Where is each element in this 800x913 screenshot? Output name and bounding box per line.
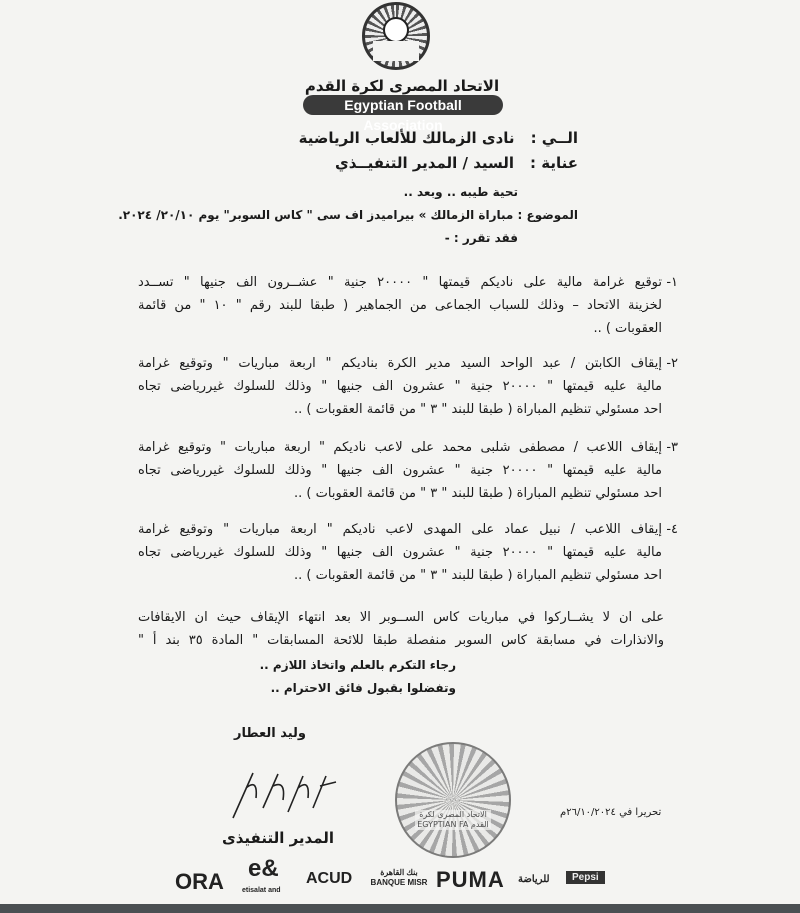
item-line: توقيع غرامة مالية على ناديكم قيمتها " ٢٠٠٠٠ جنية " عشــرون الف جنيها " تســدد (138, 275, 663, 290)
org-name-ar: الاتحاد المصرى لكرة القدم (304, 77, 500, 95)
item-line: إيقاف اللاعب / نبيل عماد على المهدى لاعب ناديكم " اربعة مباريات " وتوقيع غرامة (138, 522, 662, 537)
item-line: إيقاف الكابتن / عبد الواحد السيد مدير الكرة بناديكم " اربعة مباريات " وتوقيع غرامة (138, 356, 662, 371)
sponsor-etisalat: etisalat and (242, 887, 281, 894)
closing-2: وتفضلوا بقبول فائق الاحترام .. (270, 681, 456, 695)
sponsor-pepsi: Pepsi (566, 871, 605, 884)
item-line: مالية عليه قيمتها " ٢٠٠٠٠ جنية " عشرون الف جنيها " وذلك للسلوك غيررياضى تجاه (138, 463, 662, 478)
sponsor-strip (0, 855, 800, 904)
to-value: نادى الزمالك للألعاب الرياضية (298, 129, 515, 147)
item-line: مالية عليه قيمتها " ٢٠٠٠٠ جنية " عشرون الف جنيها " وذلك للسلوك غيررياضى تجاه (138, 379, 662, 394)
attn-value: السيد / المدير التنفيــذي (335, 154, 515, 172)
closing-1: رجاء التكرم بالعلم واتخاذ اللازم .. (259, 658, 456, 672)
item-line: احد مسئولي تنظيم المباراة ( طبقا للبند " ٣ " من قائمة العقوبات ) .. (294, 402, 662, 417)
sponsor-acud: ACUD (306, 870, 353, 887)
to-label: الــي : (530, 129, 578, 147)
item-line: لخزينة الاتحاد – وذلك للسباب الجماعى من الجماهير ( طبقا للبند رقم " ١٠ " من قائمة (138, 298, 663, 313)
attn-label: عناية : (530, 154, 578, 172)
greeting: تحية طيبه .. وبعد .. (403, 185, 518, 199)
efa-logo (362, 2, 430, 70)
subject: الموضوع : مباراة الزمالك » بيراميدز اف سى " كاس السوبر" يوم ٢٠/١٠/ ٢٠٢٤. (118, 208, 578, 222)
issue-date: تحريرا في ٢٦/١٠/٢٠٢٤م (560, 807, 662, 818)
official-stamp (395, 742, 511, 858)
stamp-text: الاتحاد المصرى لكرة القدم EGYPTIAN FA (415, 810, 491, 830)
item-line: مالية عليه قيمتها " ٢٠٠٠٠ جنية " عشرون الف جنيها " وذلك للسلوك غيررياضى تجاه (138, 545, 662, 560)
sponsor-banque-misr: بنك القاهرة BANQUE MISR (370, 868, 428, 887)
signer-title: المدير التنفيذى (222, 829, 335, 847)
item-line: العقوبات ) .. (593, 321, 662, 336)
attn-row (335, 153, 578, 173)
item-number: ٢- (666, 356, 678, 371)
item-number: ٤- (666, 522, 678, 537)
to-row (299, 128, 578, 148)
signature (228, 768, 338, 820)
item-line: احد مسئولي تنظيم المباراة ( طبقا للبند " ٣ " من قائمة العقوبات ) .. (294, 486, 662, 501)
org-name-en: Egyptian Football Association (303, 95, 503, 115)
item-line: احد مسئولي تنظيم المباراة ( طبقا للبند " ٣ " من قائمة العقوبات ) .. (294, 568, 662, 583)
sponsor-sports: للرياضة (518, 874, 550, 885)
decided: فقد تقرر : - (444, 231, 518, 245)
item-number: ٣- (666, 440, 678, 455)
item-line: إيقاف اللاعب / مصطفى شلبى محمد على لاعب ناديكم " اربعة مباريات " وتوقيع غرامة (138, 440, 662, 455)
signer-name: وليد العطار (234, 726, 307, 741)
sponsor-ora: ORA (175, 869, 224, 894)
scan-edge (0, 904, 800, 913)
note-line-1: على ان لا يشــاركوا في مباريات كاس الســوبر الا بعد انتهاء الإيقاف حيث ان الايقافات (138, 610, 664, 625)
sponsor-puma: PUMA (436, 867, 505, 892)
etisalat-icon: e& (248, 855, 279, 882)
note-line-2: والانذارات في مسابقة كاس السوبر منفصلة طبقا للائحة المسابقات " المادة ٣٥ بند أ " (138, 633, 664, 648)
item-number: ١- (666, 275, 678, 290)
